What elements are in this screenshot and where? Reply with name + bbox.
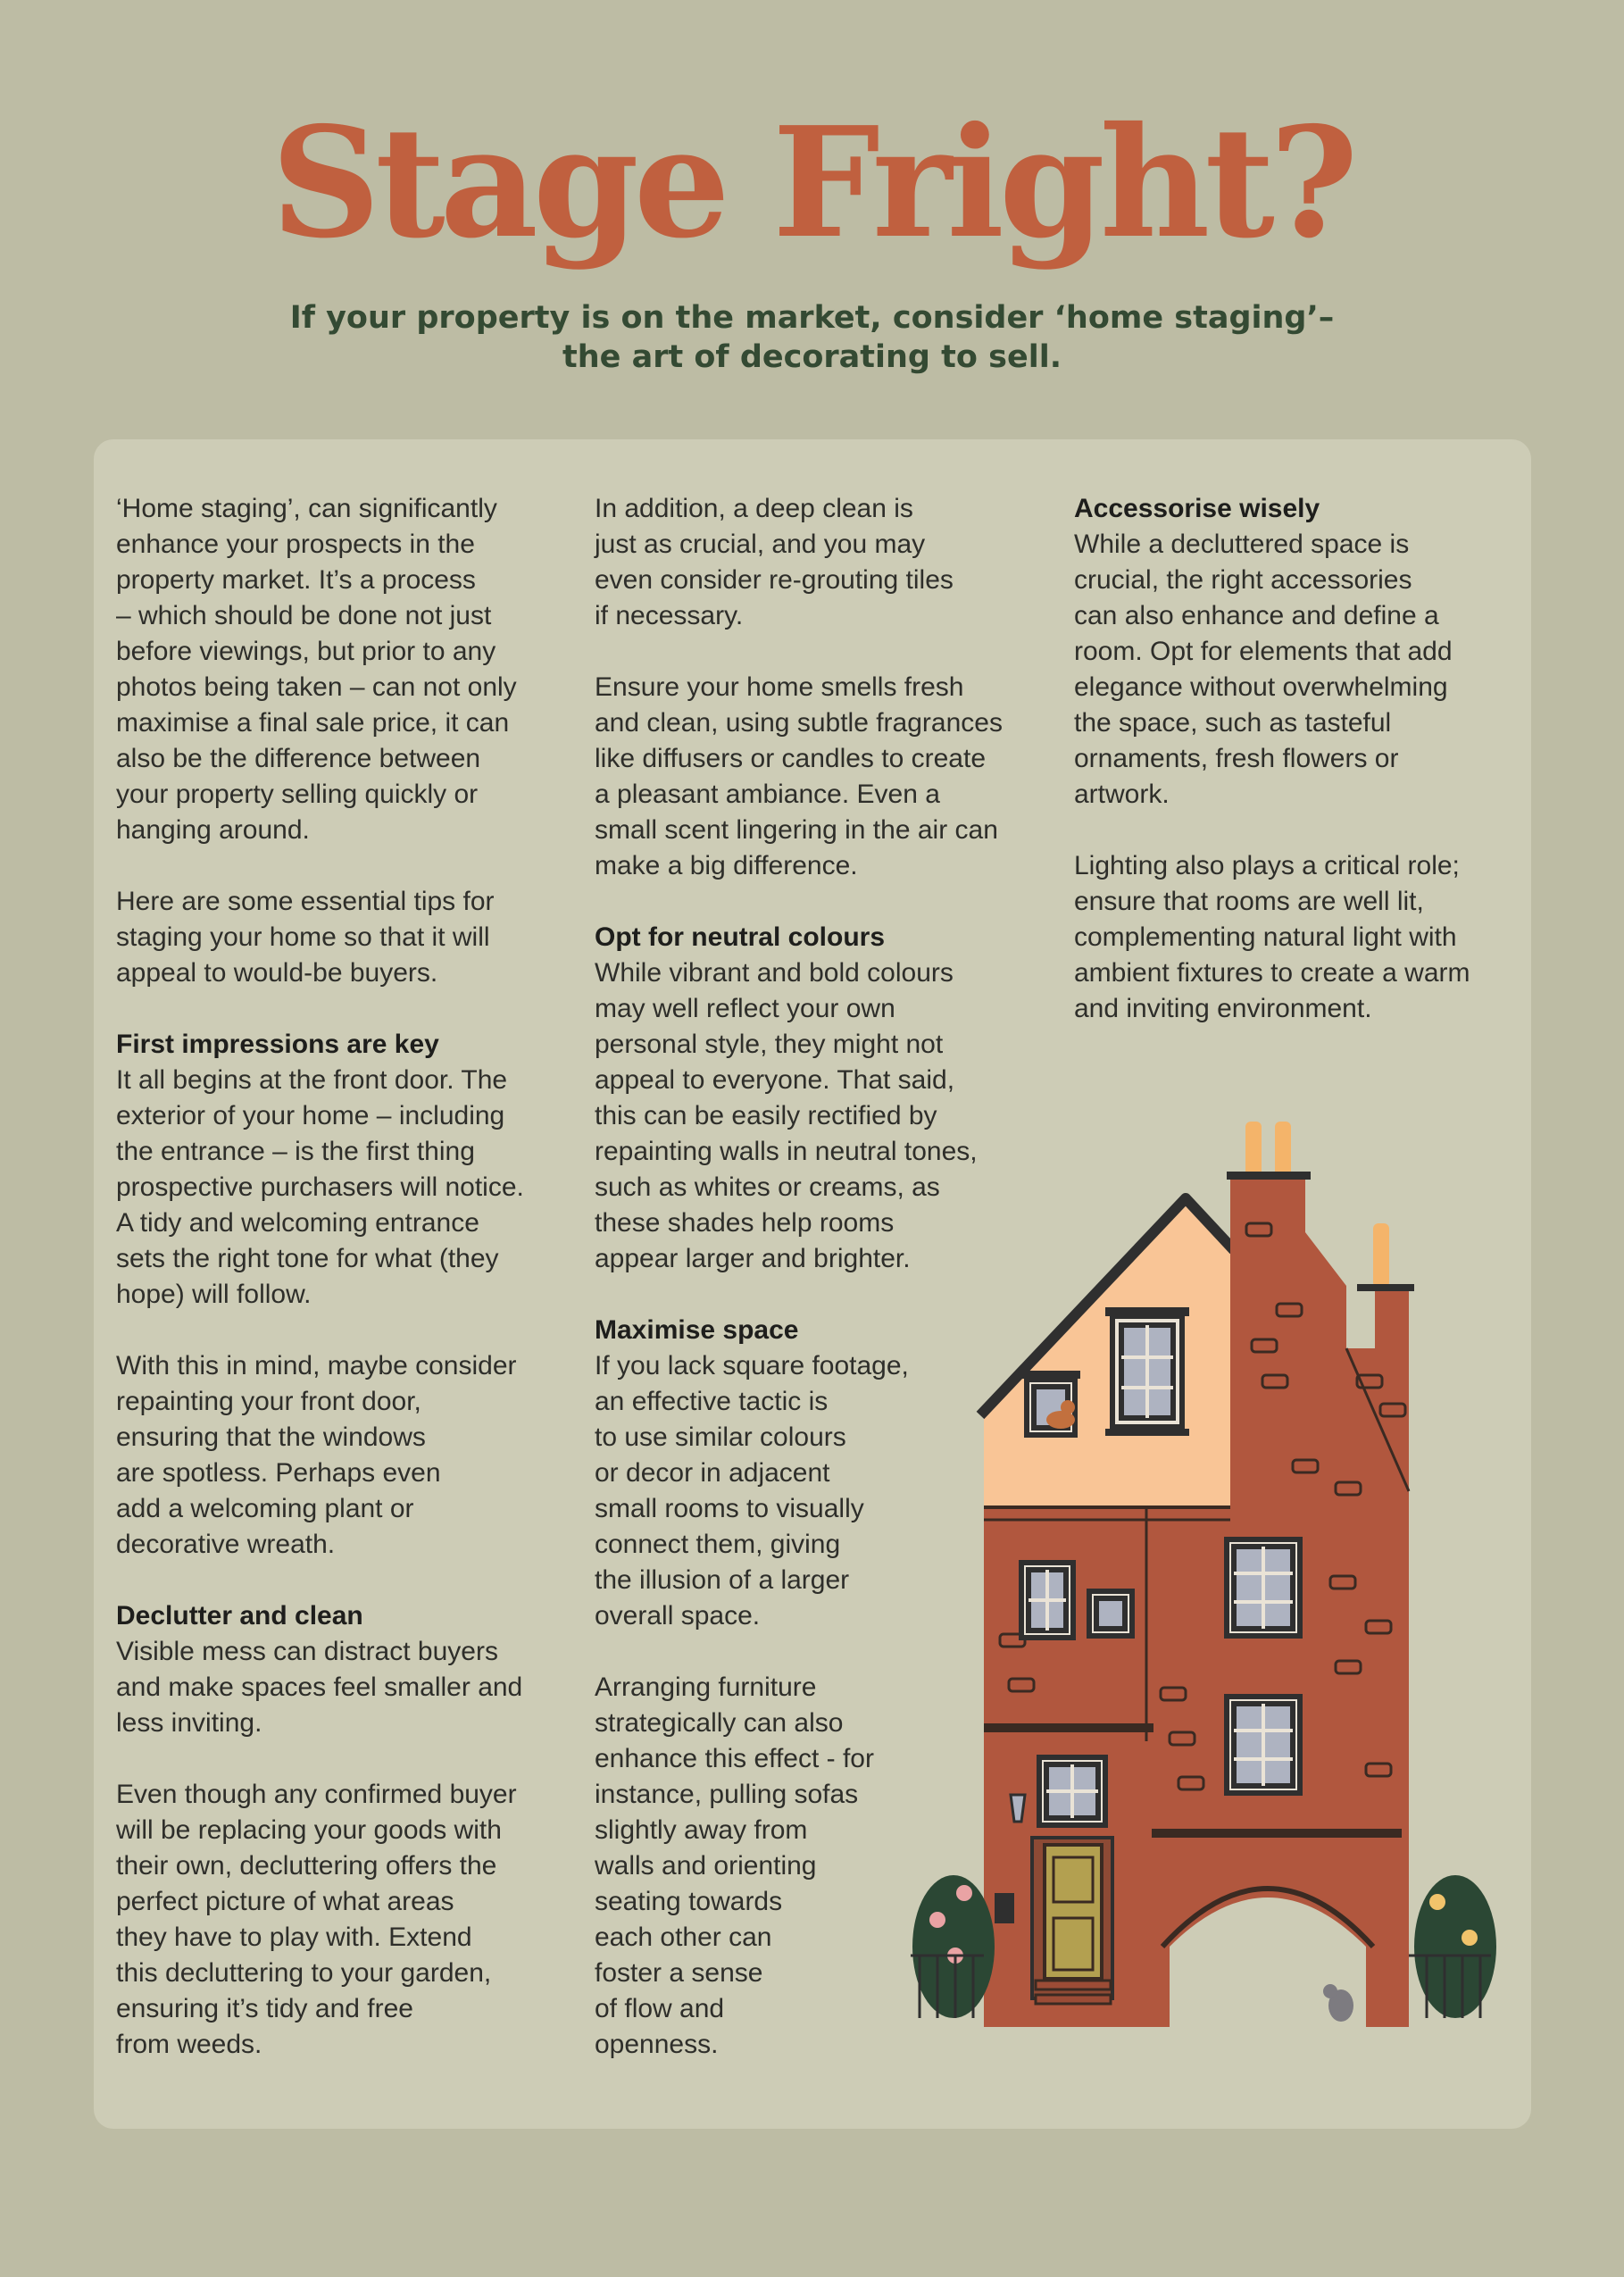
- declutter-paragraph: Visible mess can distract buyers and make spaces feel smaller and less inviting.: [116, 1637, 523, 1738]
- deep-clean-paragraph: In addition, a deep clean is just as crucial, and you may even consider re-grouting tiles if necessary.: [595, 494, 954, 630]
- heading-first-impressions: First impressions are key: [116, 1030, 439, 1059]
- page-title: Stage Fright?: [271, 94, 1353, 272]
- front-door-paragraph: With this in mind, maybe consider repainting your front door, ensuring that the windows are spotless. Perhaps even add a welcoming plant or decorative wreath.: [116, 1351, 517, 1559]
- intro-tips-paragraph: Here are some essential tips for staging your home so that it will appeal to would-be buyers.: [116, 887, 495, 988]
- fragrance-paragraph: Ensure your home smells fresh and clean, using subtle fragrances like diffusers or candles to create a pleasant ambiance. Even a small scent lingering in the air can make a big difference.: [595, 672, 1003, 880]
- furniture-paragraph: Arranging furniture strategically can also enhance this effect - for instance, pulling sofas slightly away from walls and orienting seating towards each other can foster a sense of flow and openness.: [595, 1672, 874, 2059]
- house-illustration: [902, 1116, 1518, 2049]
- lighting-paragraph: Lighting also plays a critical role; ensure that rooms are well lit, complementing natural light with ambient fixtures to create a warm and inviting environment.: [1074, 851, 1470, 1023]
- heading-neutral-colours: Opt for neutral colours: [595, 922, 886, 952]
- neutral-colours-paragraph: While vibrant and bold colours may well reflect your own personal style, they might not appeal to everyone. That said, this can be easily rectified by repainting walls in neutral tones, such as whites or creams, as these shades help rooms appear larger and brighter.: [595, 958, 978, 1273]
- heading-accessorise: Accessorise wisely: [1074, 494, 1320, 523]
- first-impressions-paragraph: It all begins at the front door. The exterior of your home – including the entrance – is the first thing prospective purchasers will notice. A tidy and welcoming entrance sets the right tone for what (they hope) will follow.: [116, 1065, 524, 1309]
- accessorise-paragraph: While a decluttered space is crucial, the right accessories can also enhance and define a room. Opt for elements that add elegance without overwhelming the space, such as tasteful ornaments, fresh flowers or artwork.: [1074, 530, 1453, 809]
- heading-maximise-space: Maximise space: [595, 1315, 799, 1345]
- declutter-garden-paragraph: Even though any confirmed buyer will be replacing your goods with their own, decluttering offers the perfect picture of what areas they have to play with. Extend this decluttering to your garden, ensuring it’s tidy and free from weeds.: [116, 1780, 517, 2059]
- heading-declutter: Declutter and clean: [116, 1601, 363, 1631]
- maximise-space-paragraph: If you lack square footage, an effective tactic is to use similar colours or decor in adjacent small rooms to visually connect them, giving the illusion of a larger overall space.: [595, 1351, 909, 1631]
- column-3: [1074, 491, 1512, 1063]
- intro-paragraph: ‘Home staging’, can significantly enhance your prospects in the property market. It’s a process – which should be done not just before viewings, but prior to any photos being taken – can not only maximise a final sale price, it can also be the difference between your property selling quickly or hanging around.: [116, 494, 517, 845]
- column-1: [116, 491, 580, 2098]
- page-subtitle: If your property is on the market, consider ‘home staging’– the art of decorating to sell.: [289, 300, 1335, 375]
